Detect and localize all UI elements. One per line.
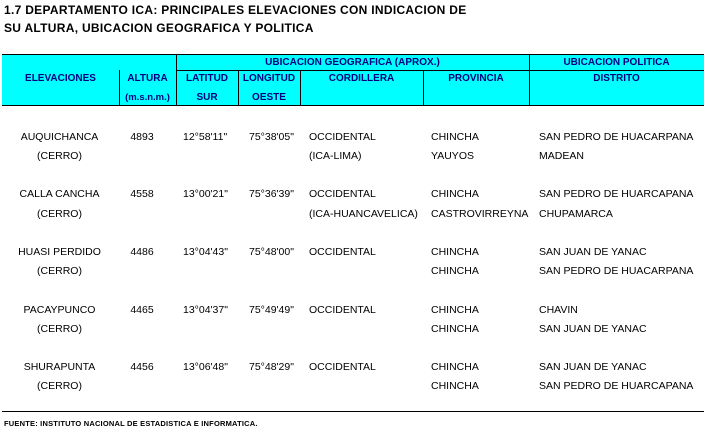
header-elevaciones: ELEVACIONES — [25, 73, 96, 84]
cell-elevacion-type: (CERRO) — [37, 380, 82, 392]
header-latitud-sub: SUR — [196, 92, 218, 103]
cell-cordillera: OCCIDENTAL — [309, 246, 376, 258]
cell-latitud: 13°04'43" — [183, 246, 228, 258]
cell-latitud: 13°00'21" — [183, 188, 228, 200]
cell-provincia: CHINCHA — [431, 304, 479, 316]
cell-longitud: 75°36'39" — [249, 188, 294, 200]
cell-longitud: 75°49'49" — [249, 304, 294, 316]
cell-latitud: 13°04'37" — [183, 304, 228, 316]
header-provincia: PROVINCIA — [448, 73, 504, 84]
cell-provincia: CHINCHA — [431, 246, 479, 258]
header-group-politica: UBICACION POLITICA — [563, 57, 670, 68]
header-latitud: LATITUD — [185, 73, 229, 84]
cell-provincia: YAUYOS — [431, 150, 474, 162]
cell-longitud: 75°48'29" — [249, 361, 294, 373]
cell-distrito: CHUPAMARCA — [539, 208, 613, 220]
cell-cordillera-sub: (ICA-HUANCAVELICA) — [309, 208, 418, 220]
header-longitud-sub: OESTE — [252, 92, 286, 103]
cell-distrito: SAN PEDRO DE HUARCAPANA — [539, 188, 694, 200]
header-altura: ALTURA — [127, 73, 168, 84]
cell-elevacion: SHURAPUNTA — [23, 361, 96, 373]
cell-cordillera-sub: (ICA-LIMA) — [309, 150, 362, 162]
cell-elevacion: CALLA CANCHA — [19, 188, 100, 200]
cell-distrito: SAN JUAN DE YANAC — [539, 246, 647, 258]
source-note: FUENTE: INSTITUTO NACIONAL DE ESTADISTICA E INFORMATICA. — [4, 419, 258, 428]
table-bottom-rule — [2, 411, 704, 412]
cell-provincia: CHINCHA — [431, 188, 479, 200]
cell-longitud: 75°38'05" — [249, 131, 294, 143]
cell-elevacion-type: (CERRO) — [37, 150, 82, 162]
header-cordillera: CORDILLERA — [328, 73, 395, 84]
page-title: 1.7 DEPARTAMENTO ICA: PRINCIPALES ELEVACIONES CON INDICACION DE — [4, 3, 467, 17]
cell-provincia: CHINCHA — [431, 380, 479, 392]
cell-distrito: SAN PEDRO DE HUACARPANA — [539, 131, 694, 143]
cell-elevacion: AUQUICHANCA — [20, 131, 99, 143]
cell-elevacion: HUASI PERDIDO — [18, 246, 101, 258]
cell-altura: 4486 — [130, 246, 154, 258]
cell-altura: 4558 — [130, 188, 154, 200]
cell-elevacion-type: (CERRO) — [37, 323, 82, 335]
cell-latitud: 12°58'11" — [183, 131, 228, 143]
cell-elevacion-type: (CERRO) — [37, 208, 82, 220]
cell-provincia: CHINCHA — [431, 265, 479, 277]
cell-longitud: 75°48'00" — [249, 246, 294, 258]
header-group-geografica: UBICACION GEOGRAFICA (APROX.) — [265, 57, 440, 68]
page-subtitle: SU ALTURA, UBICACION GEOGRAFICA Y POLITICA — [4, 21, 314, 35]
cell-provincia: CHINCHA — [431, 361, 479, 373]
header-longitud: LONGITUD — [242, 73, 296, 84]
cell-provincia: CHINCHA — [431, 323, 479, 335]
cell-distrito: CHAVIN — [539, 304, 578, 316]
cell-altura: 4893 — [130, 131, 154, 143]
header-altura-unit: (m.s.n.m.) — [125, 92, 170, 103]
cell-distrito: SAN PEDRO DE HUARCAPANA — [539, 380, 694, 392]
cell-provincia: CASTROVIRREYNA — [431, 208, 529, 220]
cell-distrito: SAN JUAN DE YANAC — [539, 323, 647, 335]
header-group-rule — [176, 70, 704, 71]
cell-latitud: 13°06'48" — [183, 361, 228, 373]
cell-cordillera: OCCIDENTAL — [309, 188, 376, 200]
header-top-rule — [2, 54, 704, 55]
cell-altura: 4456 — [130, 361, 154, 373]
cell-elevacion: PACAYPUNCO — [23, 304, 96, 316]
cell-elevacion-type: (CERRO) — [37, 265, 82, 277]
cell-cordillera: OCCIDENTAL — [309, 131, 376, 143]
cell-provincia: CHINCHA — [431, 131, 479, 143]
cell-cordillera: OCCIDENTAL — [309, 361, 376, 373]
header-distrito: DISTRITO — [593, 73, 640, 84]
cell-distrito: MADEAN — [539, 150, 584, 162]
cell-cordillera: OCCIDENTAL — [309, 304, 376, 316]
cell-distrito: SAN JUAN DE YANAC — [539, 361, 647, 373]
header-bottom-rule — [2, 105, 704, 106]
cell-altura: 4465 — [130, 304, 154, 316]
cell-distrito: SAN PEDRO DE HUACARPANA — [539, 265, 694, 277]
